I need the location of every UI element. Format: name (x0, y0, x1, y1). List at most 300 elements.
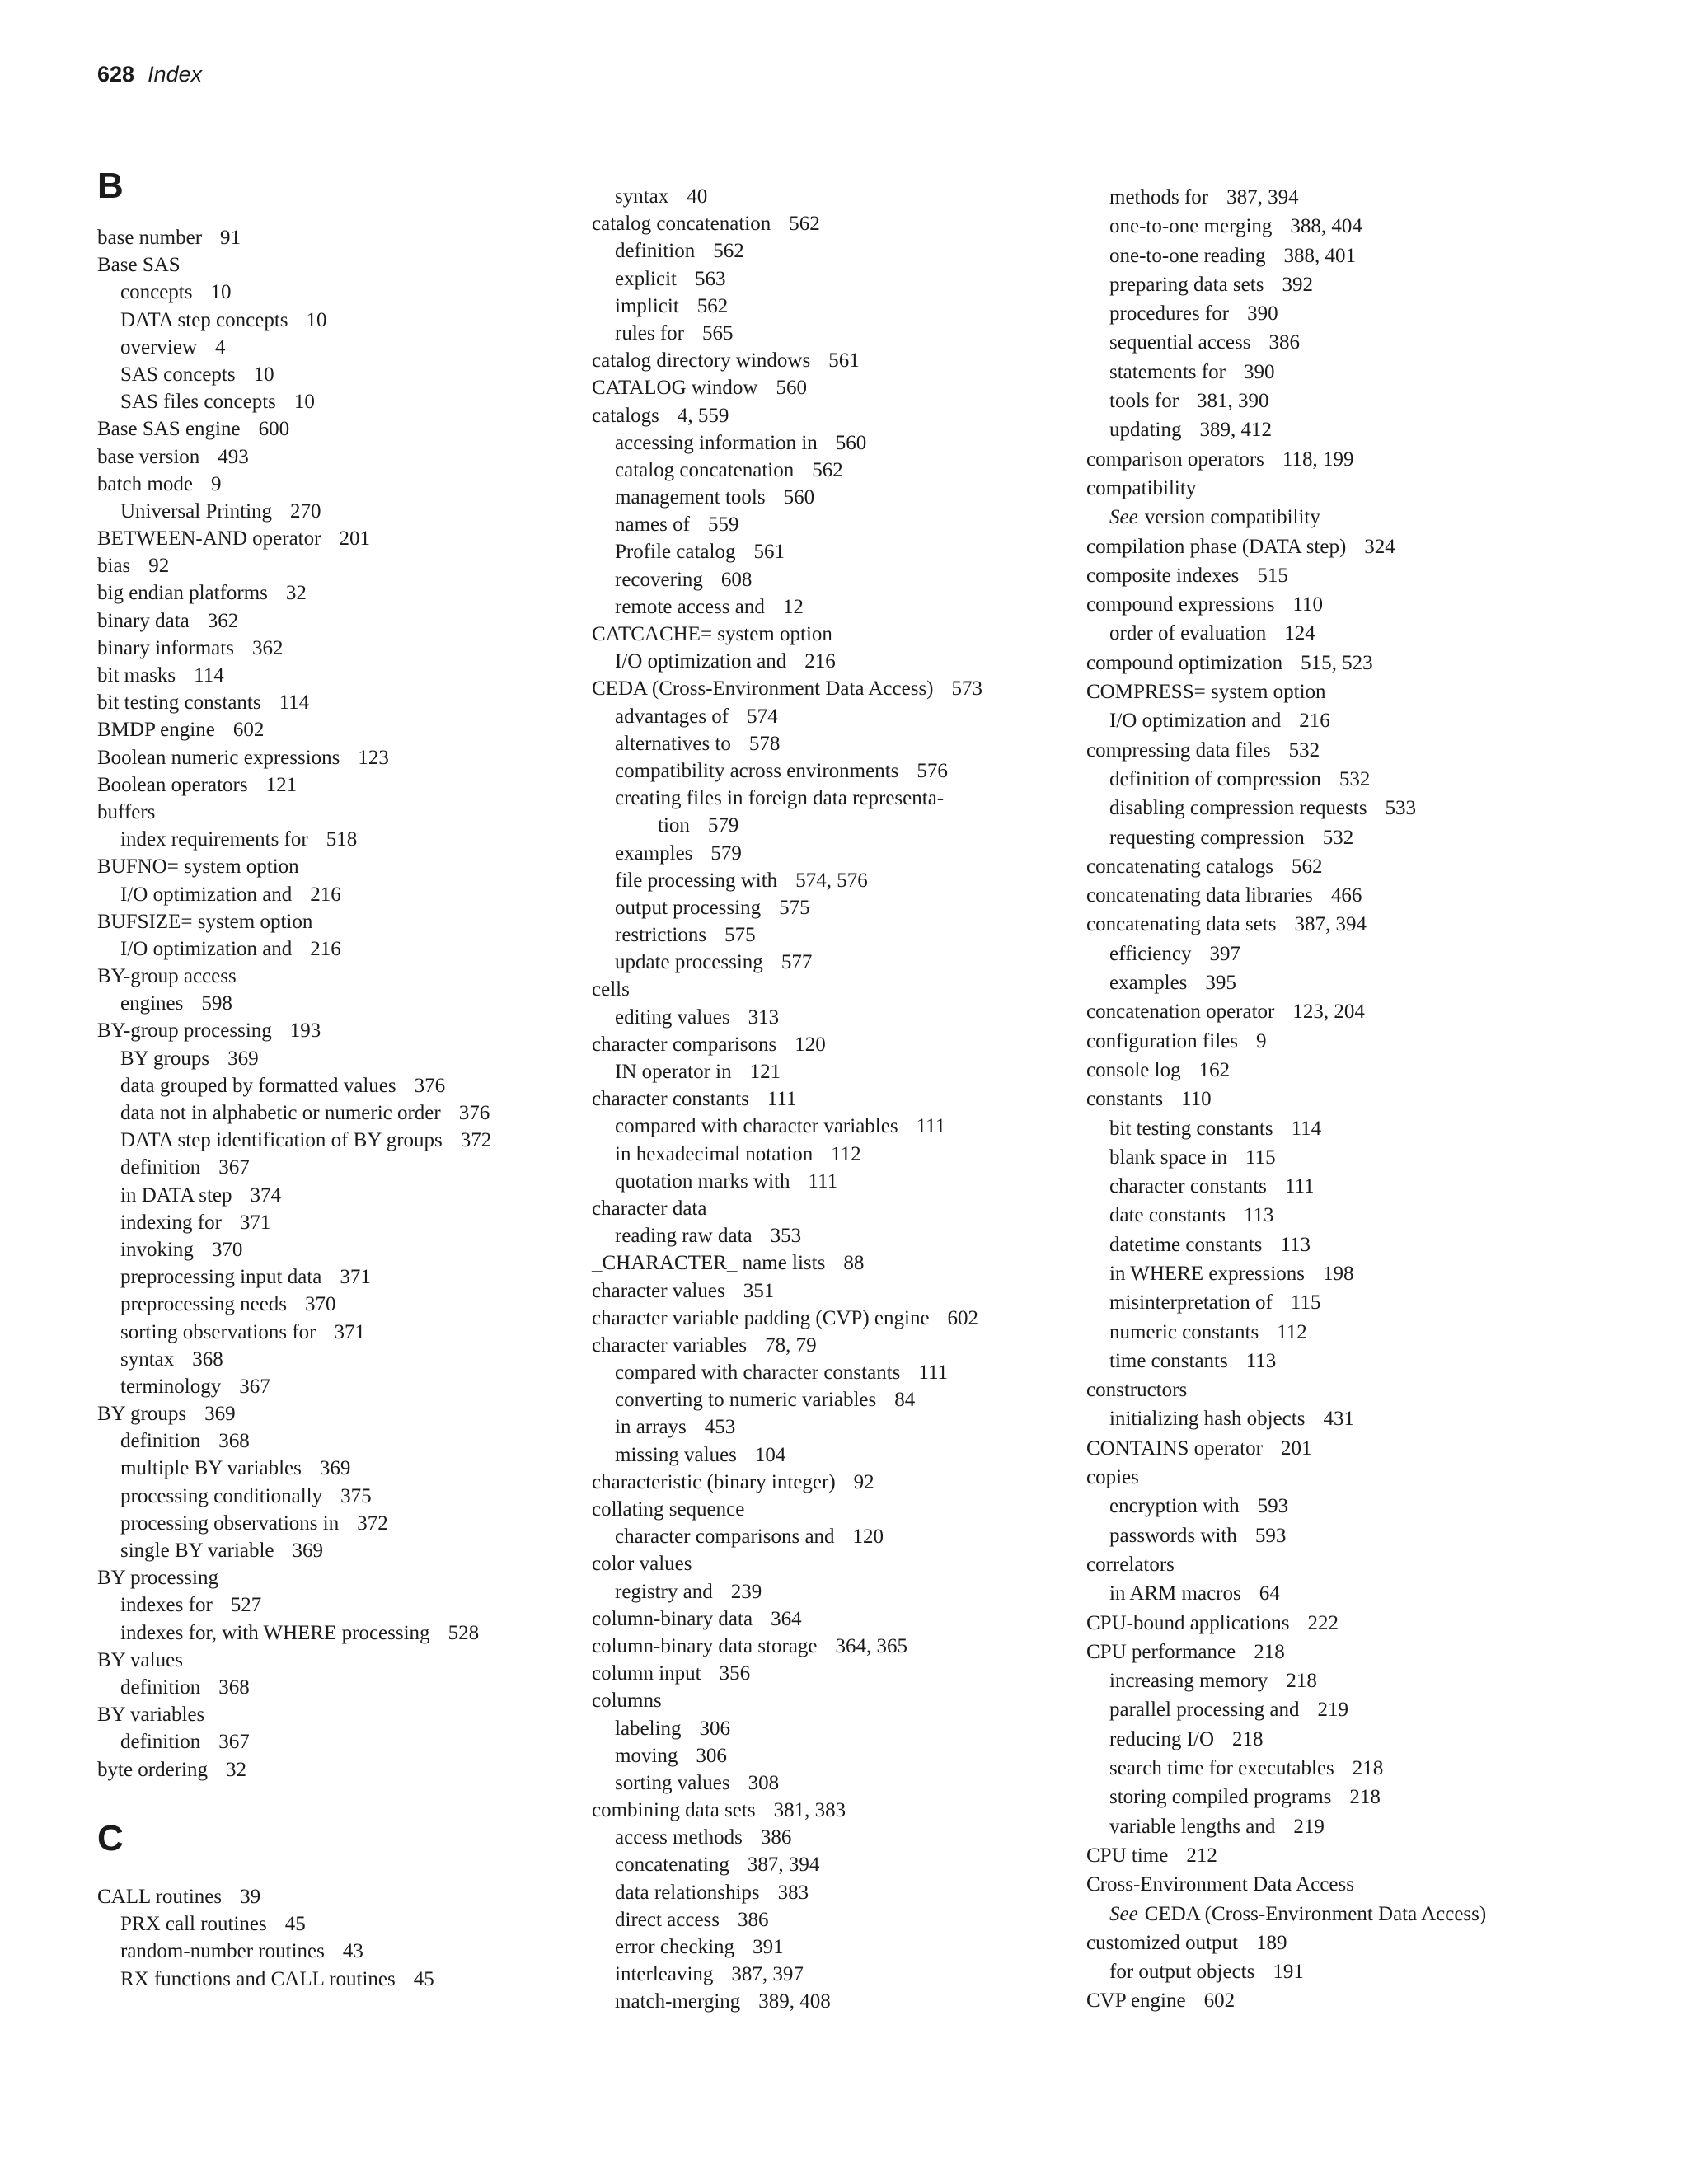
index-entry (1086, 1929, 1486, 1957)
page-reference: 390 (1243, 360, 1275, 383)
index-term: definition of compression (1109, 767, 1321, 790)
index-subentry (97, 1236, 491, 1263)
page-reference: 113 (1280, 1233, 1311, 1256)
index-term: time constants (1109, 1349, 1228, 1372)
index-term: converting to numeric variables (615, 1389, 877, 1412)
index-term: byte ordering (97, 1758, 208, 1781)
index-entry (1086, 852, 1486, 881)
index-entry (592, 210, 982, 237)
index-term: terminology (120, 1375, 222, 1398)
page-reference: 575 (724, 924, 756, 947)
index-entry (1086, 532, 1486, 561)
index-subentry (1086, 823, 1486, 852)
index-term: methods for (1109, 186, 1209, 209)
page-reference: 608 (720, 568, 753, 591)
index-term: implicit (615, 294, 679, 317)
index-entry (97, 716, 491, 743)
index-subentry (592, 1386, 982, 1413)
index-term: constants (1086, 1088, 1164, 1111)
index-term: missing values (615, 1443, 737, 1466)
index-term: CPU performance (1086, 1640, 1236, 1663)
index-entry (1086, 736, 1486, 765)
page-number: 628 (97, 62, 135, 87)
page-reference: 10 (306, 308, 327, 331)
index-term: compilation phase (DATA step) (1086, 535, 1347, 558)
index-term: composite indexes (1086, 564, 1240, 587)
index-term: compound optimization (1086, 651, 1283, 674)
index-term: concatenating data libraries (1086, 884, 1313, 907)
page-reference: 10 (293, 391, 315, 414)
index-subentry (1086, 299, 1486, 328)
index-subentry (1086, 1288, 1486, 1317)
page-reference: 111 (1284, 1175, 1315, 1198)
index-term: Base SAS engine (97, 418, 241, 441)
page-reference: 368 (218, 1675, 250, 1699)
page-reference: 602 (1203, 1990, 1236, 2013)
index-subentry (1086, 328, 1486, 357)
index-entry (1086, 1870, 1486, 1899)
index-term: storing compiled programs (1109, 1786, 1332, 1809)
index-term: processing conditionally (120, 1484, 323, 1507)
index-subentry (1086, 1666, 1486, 1695)
index-subentry (97, 1674, 491, 1701)
index-term: compatibility (1086, 476, 1197, 499)
index-term: big endian platforms (97, 582, 268, 605)
page-reference: 559 (707, 513, 739, 537)
page-reference: 367 (218, 1156, 250, 1179)
see-reference-label: See (1109, 506, 1138, 529)
index-subentry (97, 1510, 491, 1537)
page-reference: 389, 408 (758, 1990, 831, 2013)
index-entry (592, 1085, 982, 1113)
index-term: names of (615, 513, 690, 537)
page-reference: 574, 576 (795, 869, 868, 892)
index-term: explicit (615, 267, 677, 290)
index-term: batch mode (97, 472, 193, 495)
index-subentry (97, 881, 491, 908)
index-subentry (1086, 940, 1486, 968)
page-reference: 239 (730, 1580, 762, 1603)
page-reference: 162 (1198, 1058, 1231, 1081)
index-term: combining data sets (592, 1799, 756, 1822)
page-reference: 191 (1273, 1961, 1304, 1984)
index-term: character values (592, 1279, 725, 1302)
index-subentry (592, 1058, 982, 1085)
page-reference: 562 (713, 240, 744, 263)
index-term: constructors (1086, 1379, 1188, 1402)
index-term: one-to-one merging (1109, 215, 1273, 238)
page-reference: 212 (1186, 1844, 1217, 1867)
index-entry (97, 1756, 491, 1783)
index-term: BUFNO= system option (97, 855, 299, 879)
index-term: access methods (615, 1826, 743, 1849)
index-term: error checking (615, 1936, 735, 1958)
index-term: BY values (97, 1648, 183, 1671)
index-term: RX functions and CALL routines (120, 1967, 396, 1990)
index-subentry (1086, 1695, 1486, 1724)
index-term: IN operator in (615, 1061, 732, 1083)
page-reference: 219 (1317, 1699, 1348, 1722)
index-term: accessing information in (615, 431, 818, 454)
index-term: data not in alphabetic or numeric order (120, 1102, 441, 1124)
index-subentry (592, 457, 982, 484)
page-reference: 561 (753, 541, 785, 564)
index-term: column-binary data (592, 1607, 753, 1630)
index-entry (592, 1249, 982, 1277)
index-entry (592, 1633, 982, 1660)
page-reference: 579 (710, 841, 742, 865)
index-entry (592, 1031, 982, 1058)
index-subentry (97, 1346, 491, 1373)
index-term: I/O optimization and (615, 650, 787, 673)
index-entry (592, 402, 982, 429)
index-subentry (592, 1715, 982, 1742)
index-term: invoking (120, 1238, 194, 1261)
index-entry (1086, 1986, 1486, 2015)
page-reference: 9 (1255, 1029, 1267, 1052)
index-term: updating (1109, 419, 1182, 442)
index-subentry (97, 1045, 491, 1072)
index-subentry (1086, 358, 1486, 387)
page-reference: 115 (1290, 1291, 1321, 1315)
page-reference: 602 (232, 719, 265, 742)
index-subentry (97, 1483, 491, 1510)
index-term: blank space in (1109, 1146, 1228, 1169)
index-entry (1086, 1463, 1486, 1492)
index-term: increasing memory (1109, 1670, 1268, 1693)
index-entry (97, 471, 491, 498)
page-reference: 560 (835, 431, 867, 454)
index-term: direct access (615, 1908, 720, 1931)
index-subentry (592, 593, 982, 621)
index-entry (97, 799, 491, 826)
page-reference: 270 (290, 499, 321, 523)
index-subentry (1086, 1347, 1486, 1376)
index-subentry (592, 1961, 982, 1988)
page-reference: 369 (319, 1457, 351, 1480)
index-subentry (97, 1099, 491, 1127)
index-term: date constants (1109, 1204, 1226, 1227)
index-subentry (1086, 765, 1486, 794)
index-subentry (592, 703, 982, 730)
index-term: CEDA (Cross-Environment Data Access) (1144, 1902, 1487, 1925)
index-term: indexes for, with WHERE processing (120, 1621, 430, 1644)
page-reference: 376 (458, 1102, 490, 1124)
index-term: characteristic (binary integer) (592, 1470, 836, 1493)
page-reference: 114 (1291, 1117, 1322, 1140)
see-reference-label: See (1109, 1902, 1138, 1925)
entry-list (1086, 183, 1486, 2016)
page-reference: 4 (215, 335, 226, 359)
page-reference: 562 (789, 213, 820, 236)
page-reference: 120 (852, 1526, 884, 1549)
page-reference: 193 (289, 1019, 321, 1043)
page-reference: 370 (211, 1238, 243, 1261)
index-subentry (97, 1072, 491, 1099)
page-reference: 120 (795, 1033, 826, 1056)
index-term: BY groups (120, 1047, 210, 1070)
index-term: processing observations in (120, 1511, 340, 1535)
index-subentry (97, 990, 491, 1017)
index-subentry (97, 935, 491, 963)
index-entry (1086, 881, 1486, 910)
index-subentry (592, 1988, 982, 2015)
index-entry (1086, 649, 1486, 677)
index-subentry (1086, 503, 1486, 532)
index-term: parallel processing and (1109, 1699, 1300, 1722)
page-reference: 201 (339, 527, 370, 551)
index-term: CATCACHE= system option (592, 623, 832, 645)
index-entry (97, 662, 491, 689)
page-reference: 118, 199 (1282, 448, 1354, 471)
index-term: data grouped by formatted values (120, 1074, 396, 1097)
page-reference: 493 (218, 445, 249, 468)
index-entry (592, 1605, 982, 1633)
page-reference: 390 (1247, 302, 1278, 326)
page-reference: 84 (894, 1389, 916, 1412)
page-reference: 114 (194, 664, 224, 687)
index-entry (97, 579, 491, 607)
index-term: in DATA step (120, 1183, 232, 1207)
index-entry (592, 621, 982, 648)
index-subentry (97, 1591, 491, 1619)
index-term: base number (97, 227, 203, 249)
page-reference: 387, 394 (1294, 913, 1367, 936)
index-subentry (592, 293, 982, 320)
index-term: column-binary data storage (592, 1634, 818, 1657)
index-entry (1086, 474, 1486, 503)
page-reference: 91 (220, 227, 241, 249)
index-subentry (97, 388, 491, 415)
page-reference: 353 (770, 1225, 802, 1248)
page-reference: 387, 397 (731, 1963, 804, 1986)
page-reference: 533 (1385, 797, 1416, 820)
index-subentry (1086, 1521, 1486, 1550)
page-reference: 387, 394 (1226, 186, 1299, 209)
index-entry (1086, 1550, 1486, 1579)
index-entry (592, 1550, 982, 1577)
page-reference: 218 (1352, 1757, 1384, 1780)
index-term: correlators (1086, 1553, 1175, 1576)
index-subentry (1086, 387, 1486, 415)
index-term: in WHERE expressions (1109, 1262, 1306, 1285)
index-term: catalogs (592, 404, 659, 427)
page-reference: 389, 412 (1199, 419, 1272, 442)
index-term: COMPRESS= system option (1086, 681, 1326, 704)
entry-list (592, 183, 982, 2016)
index-term: BY-group access (97, 965, 237, 988)
index-subentry (97, 1910, 434, 1938)
section-letter-c: C (97, 1818, 124, 1858)
index-term: interleaving (615, 1963, 714, 1986)
index-subentry (592, 1769, 982, 1797)
index-term: overview (120, 335, 198, 359)
page-reference: 561 (828, 349, 860, 373)
index-term: color values (592, 1553, 692, 1576)
page-reference: 563 (694, 267, 726, 290)
index-term: binary data (97, 609, 190, 632)
index-entry (97, 744, 491, 771)
index-term: I/O optimization and (1109, 710, 1282, 733)
page-reference: 218 (1254, 1640, 1285, 1663)
index-term: creating files in foreign data representa- (615, 787, 945, 810)
index-term: multiple BY variables (120, 1457, 302, 1480)
index-subentry (97, 1966, 434, 1993)
index-subentry (592, 1742, 982, 1769)
index-subentry (97, 1127, 491, 1154)
page-reference: 189 (1256, 1931, 1287, 1954)
index-entry (592, 1687, 982, 1714)
index-subentry (592, 785, 982, 812)
index-subentry (592, 1141, 982, 1168)
index-subentry (592, 566, 982, 593)
page-reference: 367 (218, 1731, 250, 1754)
page-reference: 562 (696, 294, 729, 317)
index-entry (97, 443, 491, 471)
index-subentry (97, 1728, 491, 1755)
page-reference: 369 (227, 1047, 259, 1070)
index-subentry (97, 1209, 491, 1236)
index-subentry (592, 921, 982, 949)
page-reference: 364 (771, 1607, 802, 1630)
index-term: DATA step identification of BY groups (120, 1129, 443, 1152)
page-reference: 356 (719, 1662, 751, 1685)
index-term: catalog concatenation (615, 458, 795, 481)
index-term: file processing with (615, 869, 778, 892)
index-term: examples (1109, 972, 1188, 995)
page-reference: 40 (687, 185, 708, 208)
page-reference: 115 (1245, 1146, 1276, 1169)
page-reference: 388, 404 (1290, 215, 1362, 238)
index-term: engines (120, 992, 184, 1015)
page-reference: 351 (743, 1279, 775, 1302)
index-term: single BY variable (120, 1540, 274, 1562)
index-subentry (1086, 794, 1486, 823)
index-subentry (592, 1222, 982, 1249)
index-term: recovering (615, 568, 703, 591)
page-reference: 364, 365 (835, 1634, 908, 1657)
page-reference: 515 (1257, 564, 1288, 587)
page-reference: 113 (1245, 1349, 1277, 1372)
index-subentry (592, 1824, 982, 1851)
page-reference: 4, 559 (677, 404, 729, 427)
index-subentry (97, 826, 491, 853)
page-reference: 88 (843, 1252, 865, 1275)
page-reference: 386 (1268, 331, 1300, 354)
index-entry (592, 976, 982, 1003)
page-reference: 123, 204 (1292, 1001, 1365, 1024)
index-term: procedures for (1109, 302, 1230, 326)
page-reference: 371 (239, 1211, 271, 1234)
index-term: concatenating (615, 1854, 729, 1877)
index-subentry (592, 320, 982, 347)
index-term: character constants (592, 1088, 749, 1111)
index-entry (97, 251, 491, 279)
page-reference: 518 (326, 828, 358, 851)
index-subentry (1086, 241, 1486, 270)
page-reference: 370 (305, 1293, 336, 1316)
index-entry (97, 1883, 434, 1910)
section-letter-b: B (97, 166, 124, 206)
index-term: BY processing (97, 1567, 218, 1590)
index-subentry (97, 307, 491, 334)
index-term: labeling (615, 1717, 682, 1740)
page-reference: 372 (357, 1511, 388, 1535)
index-entry (97, 552, 491, 579)
index-term: Profile catalog (615, 541, 736, 564)
index-term: definition (120, 1731, 201, 1754)
index-subentry (97, 1537, 491, 1564)
page-reference: 219 (1293, 1815, 1325, 1838)
index-subentry (97, 1373, 491, 1400)
index-term: bit masks (97, 664, 176, 687)
index-subentry (592, 894, 982, 921)
index-subentry (1086, 1404, 1486, 1433)
index-term: sequential access (1109, 331, 1251, 354)
page-reference: 388, 401 (1283, 244, 1357, 267)
index-term: definition (615, 240, 696, 263)
index-term: definition (120, 1675, 201, 1699)
page-reference: 372 (460, 1129, 492, 1152)
page-reference: 387, 394 (747, 1854, 820, 1877)
index-term: disabling compression requests (1109, 797, 1367, 820)
index-term: CPU time (1086, 1844, 1169, 1867)
index-subentry (592, 1523, 982, 1550)
page-reference: 110 (1181, 1088, 1212, 1111)
index-term: SAS concepts (120, 363, 236, 386)
page-reference: 386 (760, 1826, 792, 1849)
index-term: I/O optimization and (120, 883, 293, 906)
page-reference: 32 (225, 1758, 246, 1781)
index-term: character comparisons (592, 1033, 777, 1056)
index-subentry (1086, 1725, 1486, 1754)
index-entry (97, 1564, 491, 1591)
index-term: binary informats (97, 636, 234, 659)
index-entry (97, 689, 491, 716)
index-subentry (592, 1004, 982, 1031)
index-entry (97, 607, 491, 635)
index-term: Boolean numeric expressions (97, 746, 340, 769)
index-subentry (97, 1263, 491, 1291)
index-subentry (1086, 1230, 1486, 1259)
index-term: output processing (615, 896, 762, 919)
index-term: BY variables (97, 1704, 205, 1727)
index-term: version compatibility (1144, 506, 1320, 529)
page-reference: 112 (1277, 1320, 1307, 1343)
index-term: BY groups (97, 1403, 187, 1426)
index-term: character variables (592, 1333, 748, 1357)
index-term: BMDP engine (97, 719, 215, 742)
page-reference: 395 (1205, 972, 1236, 995)
index-term: update processing (615, 951, 763, 974)
page-reference: 466 (1330, 884, 1362, 907)
index-term: CONTAINS operator (1086, 1436, 1263, 1460)
index-entry (1086, 1609, 1486, 1638)
index-subentry (97, 1182, 491, 1209)
index-subentry (1086, 1172, 1486, 1201)
page-reference: 216 (1299, 710, 1330, 733)
index-term: compressing data files (1086, 738, 1271, 762)
index-term: concatenation operator (1086, 1001, 1275, 1024)
index-subentry (97, 1455, 491, 1482)
page-reference: 386 (738, 1908, 769, 1931)
page-reference: 201 (1280, 1436, 1312, 1460)
index-subentry (592, 1359, 982, 1386)
index-entry (97, 1647, 491, 1674)
index-entry (592, 1797, 982, 1824)
index-entry (592, 1496, 982, 1523)
page-reference: 374 (250, 1183, 281, 1207)
